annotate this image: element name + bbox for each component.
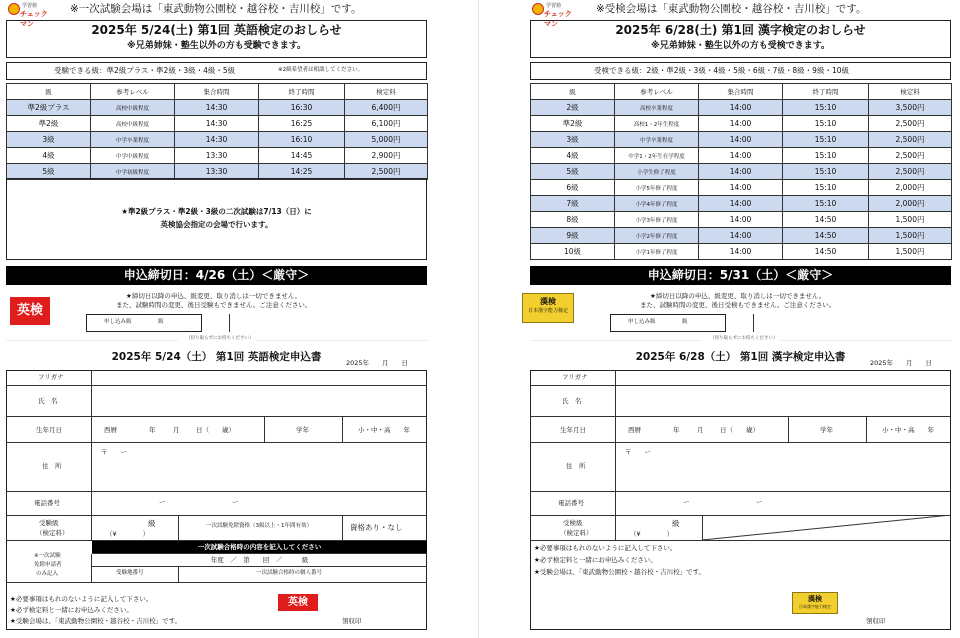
table-row — [531, 180, 952, 196]
header-fee: 検定料 — [869, 84, 952, 100]
deadline-note-2: また、試験時間の変更、後日受検もできません。ご注意ください。 — [640, 301, 836, 309]
table-header-row — [7, 84, 428, 100]
levels-line: 受験できる級：準2級プラス・準2級・3級・4級・5級 — [54, 66, 236, 75]
checkman-logo-icon — [8, 3, 20, 15]
table-row — [531, 244, 952, 260]
school-year-label: 学年 — [820, 426, 833, 434]
cell-level: 小学生修了程度 — [615, 164, 699, 180]
month-unit: 月 — [697, 426, 704, 434]
kanken-flyer — [527, 0, 960, 638]
exam-schedule-table — [6, 83, 428, 180]
page-subtitle: ※兄弟姉妹・塾生以外の方も受検できます。 — [650, 41, 831, 51]
cut-line-note: （切り取らずにお持ちください） — [710, 336, 778, 341]
table-row — [531, 196, 952, 212]
era-label: 西暦 — [104, 426, 117, 434]
page-subtitle: ※兄弟姉妹・塾生以外の方も受験できます。 — [126, 41, 307, 51]
second-exam-line-1: ★準2級プラス・準2級・3級の二次試験は7/13（日）に — [121, 207, 312, 216]
cell-grade: 7級 — [531, 196, 615, 212]
cell-grade: 2級 — [531, 100, 615, 116]
second-exam-box — [6, 178, 427, 260]
receipt-grade-unit: 級 — [682, 319, 688, 325]
furigana-input[interactable] — [96, 372, 425, 386]
deadline-note-2: また、試験時間の変更、後日受験もできません。ご注意ください。 — [116, 301, 312, 309]
table-row — [531, 116, 952, 132]
school-cell-divider — [866, 416, 867, 442]
pass-year-row: 年度 ／ 第 回 ／ 級 — [210, 556, 309, 564]
form-title: 2025年 5/24（土） 第1回 英語検定申込書 — [111, 351, 322, 363]
cut-line-note: （切り取らずにお持ちください） — [186, 336, 254, 341]
exempt-label-2: 免除申請者 — [34, 562, 62, 568]
school-type: 小・中・高 年 — [358, 426, 410, 434]
cell-end: 15:10 — [783, 148, 869, 164]
cell-grade: 4級 — [531, 148, 615, 164]
cell-grade: 準2級 — [531, 116, 615, 132]
cell-level: 中学卒業程度 — [91, 132, 175, 148]
cell-fee: 1,500円 — [869, 244, 952, 260]
cell-fee: 2,500円 — [869, 116, 952, 132]
cell-start: 14:00 — [699, 116, 783, 132]
cut-line-left — [530, 340, 702, 341]
cell-level: 高校中級程度 — [91, 100, 175, 116]
row-divider — [6, 442, 427, 443]
cell-start: 14:00 — [699, 196, 783, 212]
row-divider — [6, 515, 427, 516]
phone-label: 電話番号 — [558, 499, 584, 507]
cell-end: 15:10 — [783, 164, 869, 180]
pass-info-divider — [92, 553, 427, 554]
page-title: 2025年 6/28(土) 第1回 漢字検定のおしらせ — [615, 23, 866, 37]
cell-end: 14:45 — [259, 148, 345, 164]
school-cell-divider — [342, 416, 343, 442]
cell-end: 15:10 — [783, 132, 869, 148]
receipt-label: 申し込み級 — [104, 319, 132, 325]
cut-line-right — [780, 340, 952, 341]
exam-schedule-table — [530, 83, 952, 260]
kanken-logo-text: 漢検 — [540, 297, 556, 306]
cell-end: 15:10 — [783, 100, 869, 116]
pass-info-header: 一次試験合格時の内容を記入してください — [92, 541, 427, 553]
cell-level: 小学4年修了程度 — [615, 196, 699, 212]
exam-grade-label: 受験級 — [39, 519, 59, 527]
cell-end: 14:50 — [783, 228, 869, 244]
pass-info-divider — [92, 566, 427, 567]
row-divider — [530, 540, 951, 541]
fee-yen: （¥ ） — [630, 530, 674, 538]
table-row — [531, 228, 952, 244]
exempt-label-1: ※一次試験 — [34, 553, 61, 559]
cell-start: 14:00 — [699, 164, 783, 180]
phone-dash-2: ー — [756, 498, 763, 506]
eiken-logo: 英検 — [10, 297, 50, 325]
cell-level: 高校卒業程度 — [615, 100, 699, 116]
phone-label: 電話番号 — [34, 499, 60, 507]
era-label: 西暦 — [628, 426, 641, 434]
kanken-stamp-logo — [792, 592, 838, 614]
header-grade: 級 — [531, 84, 615, 100]
exam-place-no: 受験地番号 — [116, 570, 144, 576]
checkman-logo-icon — [532, 3, 544, 15]
pass-info-col-divider — [178, 566, 179, 582]
postal-mark: 〒 ー — [101, 448, 127, 456]
cell-end: 14:50 — [783, 244, 869, 260]
row-divider — [6, 582, 427, 583]
cut-line-left — [6, 340, 178, 341]
furigana-input[interactable] — [620, 372, 949, 386]
cell-end: 15:10 — [783, 116, 869, 132]
cell-start: 14:30 — [175, 100, 259, 116]
slash-line — [702, 515, 951, 540]
deadline-banner: 申込締切日：4/26（土）＜厳守＞ — [6, 266, 427, 285]
cut-line-right — [256, 340, 428, 341]
address-label: 住 所 — [42, 462, 62, 470]
cell-start: 14:00 — [699, 132, 783, 148]
cell-end: 16:30 — [259, 100, 345, 116]
qualification-choice: 資格あり・なし — [350, 523, 403, 532]
cell-grade: 9級 — [531, 228, 615, 244]
grade-unit: 級 — [148, 519, 156, 528]
address-label: 住 所 — [566, 462, 586, 470]
row-divider — [530, 416, 951, 417]
levels-line: 受検できる級：2級・準2級・3級・4級・5級・6級・7級・8級・9級・10級 — [594, 66, 849, 75]
not-applicable-slash — [702, 515, 951, 540]
header-start: 集合時間 — [699, 84, 783, 100]
venue-notice: ※受検会場は「東武動物公園校・越谷校・吉川校」です。 — [596, 3, 867, 15]
cell-level: 高校中級程度 — [91, 116, 175, 132]
cell-end: 16:10 — [259, 132, 345, 148]
address-input[interactable] — [620, 460, 949, 490]
page-title: 2025年 5/24(土) 第1回 英語検定のおしらせ — [91, 23, 342, 37]
name-label: 氏 名 — [562, 397, 582, 405]
qualification-divider — [342, 515, 343, 540]
phone-dash-2: ー — [232, 498, 239, 506]
table-row — [531, 148, 952, 164]
cell-fee: 2,500円 — [345, 164, 428, 180]
furigana-label: フリガナ — [562, 373, 588, 381]
birth-label: 生年月日 — [560, 426, 586, 434]
row-divider — [530, 491, 951, 492]
exam-fee-label: （検定料） — [36, 529, 69, 537]
cell-level: 小学5年修了程度 — [615, 180, 699, 196]
cell-level: 小学3年修了程度 — [615, 212, 699, 228]
receipt-stamp-label: 領収印 — [342, 617, 362, 625]
deadline-note-1: ★締切日以降の申込、級変更、取り消しは一切できません。 — [650, 292, 826, 300]
phone-dash-1: ー — [159, 498, 166, 506]
exemption-label: 一次試験免除資格（3級以上・1年間有効） — [206, 523, 312, 529]
cell-start: 14:00 — [699, 100, 783, 116]
eiken-flyer — [6, 0, 436, 638]
cell-start: 13:30 — [175, 148, 259, 164]
fee-yen: （¥ ） — [106, 530, 150, 538]
personal-no: 一次試験合格時の個人番号 — [256, 570, 323, 576]
table-header-row — [531, 84, 952, 100]
cell-start: 14:00 — [699, 180, 783, 196]
exemption-divider — [178, 515, 179, 540]
postal-mark: 〒 ー — [625, 448, 651, 456]
form-date: 2025年 月 日 — [346, 359, 409, 367]
address-input[interactable] — [96, 460, 425, 490]
cell-end: 15:10 — [783, 196, 869, 212]
receipt-stamp-label: 領収印 — [866, 617, 886, 625]
logo-brand-text: チェックマン — [544, 10, 572, 28]
cell-start: 13:30 — [175, 164, 259, 180]
cell-grade: 3級 — [531, 132, 615, 148]
cell-level: 中学1・2年生在学程度 — [615, 148, 699, 164]
header-level: 参考レベル — [91, 84, 175, 100]
logo-brand-text: チェックマン — [20, 10, 48, 28]
row-divider — [6, 491, 427, 492]
table-row — [531, 100, 952, 116]
header-grade: 級 — [7, 84, 91, 100]
cell-fee: 2,000円 — [869, 196, 952, 212]
cell-fee: 1,500円 — [869, 212, 952, 228]
cell-grade: 4級 — [7, 148, 91, 164]
cell-end: 14:50 — [783, 212, 869, 228]
kanken-logo-text: 漢検 — [808, 595, 822, 603]
birth-label: 生年月日 — [36, 426, 62, 434]
cell-start: 14:30 — [175, 116, 259, 132]
cell-level: 高校1・2年生程度 — [615, 116, 699, 132]
cell-level: 小学1年修了程度 — [615, 244, 699, 260]
cell-level: 中学初級程度 — [91, 164, 175, 180]
venue-notice: ※一次試験会場は「東武動物公園校・越谷校・吉川校」です。 — [70, 3, 362, 15]
cell-start: 14:00 — [699, 244, 783, 260]
grade-unit: 級 — [672, 519, 680, 528]
year-unit: 年 — [149, 426, 156, 434]
grade-cell-divider — [264, 416, 265, 442]
name-input[interactable] — [620, 388, 949, 416]
bottom-note-1: ★必要事項はもれのないように記入して下さい。 — [10, 595, 153, 603]
deadline-banner: 申込締切日：5/31（土）＜厳守＞ — [530, 266, 951, 285]
sheet-divider — [478, 0, 479, 638]
cell-start: 14:00 — [699, 148, 783, 164]
cell-grade: 準2級 — [7, 116, 91, 132]
cell-grade: 5級 — [7, 164, 91, 180]
cell-fee: 1,500円 — [869, 228, 952, 244]
cell-grade: 3級 — [7, 132, 91, 148]
checkman-logo — [6, 1, 50, 28]
phone-dash-1: ー — [683, 498, 690, 506]
exam-grade-label: 受検級 — [563, 519, 583, 527]
table-row — [7, 100, 428, 116]
logo-small-text: 学習塾 — [22, 3, 38, 9]
school-year-label: 学年 — [296, 426, 309, 434]
receipt-grade-unit: 級 — [158, 319, 164, 325]
cell-fee: 2,000円 — [869, 180, 952, 196]
table-row — [531, 132, 952, 148]
receipt-label: 申し込み級 — [628, 319, 656, 325]
cell-grade: 5級 — [531, 164, 615, 180]
cell-fee: 2,900円 — [345, 148, 428, 164]
table-row — [531, 212, 952, 228]
header-start: 集合時間 — [175, 84, 259, 100]
bottom-note-3: ★受験会場は、「東武動物公園校・越谷校・吉川校」です。 — [534, 568, 706, 576]
header-level: 参考レベル — [615, 84, 699, 100]
cell-level: 中学卒業程度 — [615, 132, 699, 148]
cell-fee: 5,000円 — [345, 132, 428, 148]
cell-grade: 6級 — [531, 180, 615, 196]
cell-grade: 8級 — [531, 212, 615, 228]
furigana-label: フリガナ — [38, 373, 64, 381]
form-title: 2025年 6/28（土） 第1回 漢字検定申込書 — [635, 351, 846, 363]
day-unit: 日（ 歳） — [196, 426, 235, 434]
exam-fee-label: （検定料） — [560, 529, 593, 537]
header-fee: 検定料 — [345, 84, 428, 100]
bottom-note-2: ★必ず検定料と一緒にお申込みください。 — [10, 606, 133, 614]
table-row — [531, 164, 952, 180]
logo-small-text: 学習塾 — [546, 3, 562, 9]
year-unit: 年 — [673, 426, 680, 434]
cell-grade: 準2級プラス — [7, 100, 91, 116]
month-unit: 月 — [173, 426, 180, 434]
day-unit: 日（ 歳） — [720, 426, 759, 434]
bottom-note-2: ★必ず検定料と一緒にお申込みください。 — [534, 556, 657, 564]
row-divider — [6, 416, 427, 417]
receipt-stamp-divider — [753, 314, 754, 332]
receipt-stamp-divider — [229, 314, 230, 332]
form-date: 2025年 月 日 — [870, 359, 933, 367]
table-row — [7, 148, 428, 164]
table-row — [7, 132, 428, 148]
cell-end: 16:25 — [259, 116, 345, 132]
cell-start: 14:00 — [699, 212, 783, 228]
cell-fee: 6,100円 — [345, 116, 428, 132]
header-end: 終了時間 — [783, 84, 869, 100]
cell-fee: 2,500円 — [869, 148, 952, 164]
school-type: 小・中・高 年 — [882, 426, 934, 434]
cell-fee: 2,500円 — [869, 164, 952, 180]
cell-end: 15:10 — [783, 180, 869, 196]
eiken-stamp-logo: 英検 — [278, 594, 318, 611]
header-end: 終了時間 — [259, 84, 345, 100]
cell-fee: 3,500円 — [869, 100, 952, 116]
checkman-logo — [530, 1, 574, 28]
grade-cell-divider — [788, 416, 789, 442]
table-row — [7, 116, 428, 132]
cell-start: 14:30 — [175, 132, 259, 148]
row-divider — [530, 442, 951, 443]
cell-end: 14:25 — [259, 164, 345, 180]
bottom-note-3: ★受験会場は、「東武動物公園校・越谷校・吉川校」です。 — [10, 617, 182, 625]
name-input[interactable] — [96, 388, 425, 416]
cell-fee: 2,500円 — [869, 132, 952, 148]
cell-grade: 10級 — [531, 244, 615, 260]
cell-fee: 6,400円 — [345, 100, 428, 116]
second-exam-line-2: 英検協会指定の会場で行います。 — [160, 220, 273, 229]
kanken-logo — [522, 293, 574, 323]
exempt-label-3: のみ記入 — [36, 571, 59, 577]
kanken-logo-subtext: 日本漢字能力検定 — [527, 308, 568, 314]
cell-start: 14:00 — [699, 228, 783, 244]
deadline-note-1: ★締切日以降の申込、級変更、取り消しは一切できません。 — [126, 292, 302, 300]
levels-note: ※2級希望者は相談してください。 — [278, 67, 364, 73]
cell-level: 小学2年修了程度 — [615, 228, 699, 244]
bottom-note-1: ★必要事項はもれのないように記入して下さい。 — [534, 544, 677, 552]
name-label: 氏 名 — [38, 397, 58, 405]
cell-level: 中学中級程度 — [91, 148, 175, 164]
kanken-logo-subtext: 日本漢字能力検定 — [799, 604, 831, 609]
